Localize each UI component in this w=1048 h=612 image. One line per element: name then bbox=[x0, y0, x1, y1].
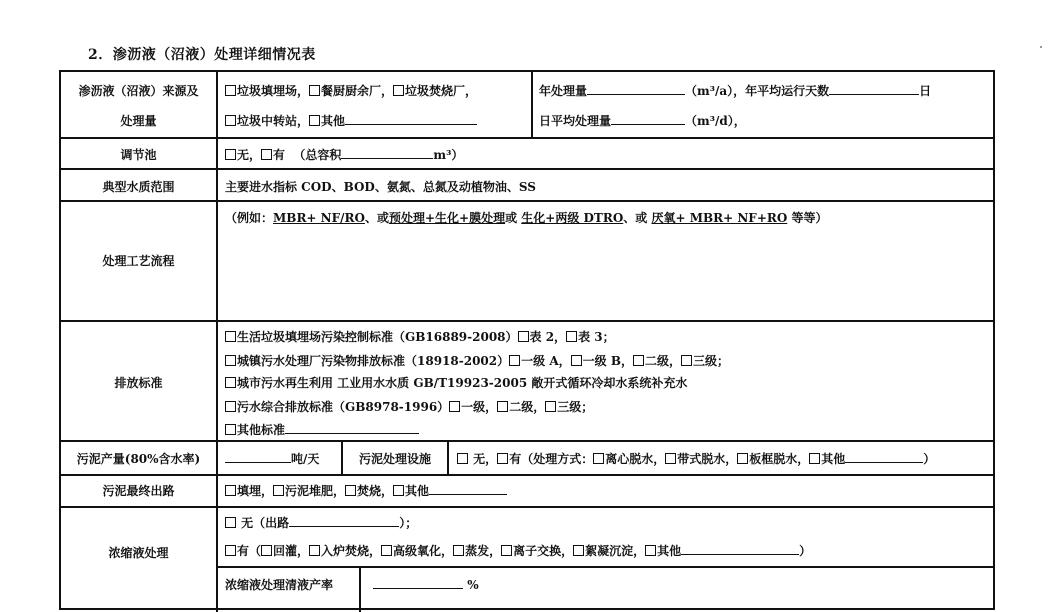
concentrate-label: 浓缩液处理 bbox=[108, 546, 169, 560]
checkbox-incineration[interactable] bbox=[393, 85, 404, 96]
form-title: 2．渗沥液（沼液）处理详细情况表 bbox=[88, 47, 316, 63]
opt-canteen: 餐厨厨余厂， bbox=[321, 84, 394, 98]
checkbox-belt[interactable] bbox=[665, 453, 676, 464]
sludge-facility-options bbox=[457, 450, 935, 467]
checkbox-tank-have[interactable] bbox=[261, 149, 272, 160]
conc-close: ） bbox=[799, 544, 812, 558]
sludge-other: 其他 bbox=[821, 452, 846, 466]
process-text: 等等） bbox=[787, 211, 828, 225]
std-table2: 表 2， bbox=[529, 330, 567, 344]
discharge-line5 bbox=[225, 421, 419, 438]
conc-floc: 絮凝沉淀， bbox=[585, 544, 646, 558]
tank-label: 调节池 bbox=[120, 148, 157, 162]
discharge-label: 排放标准 bbox=[114, 376, 163, 390]
leachate-table bbox=[59, 70, 995, 610]
tank-options bbox=[225, 146, 463, 163]
day-unit: 日 bbox=[919, 84, 932, 98]
checkbox-furnace[interactable] bbox=[309, 545, 320, 556]
conc-none: 无（出路 bbox=[237, 516, 290, 530]
daily-field[interactable] bbox=[611, 112, 685, 125]
checkbox-conc-none[interactable] bbox=[225, 517, 236, 528]
sludge-plate: 板框脱水， bbox=[749, 452, 810, 466]
source-label-2: 处理量 bbox=[120, 114, 157, 128]
std-8978-grade2: 二级， bbox=[509, 400, 546, 414]
std-table3: 表 3； bbox=[578, 330, 615, 344]
conc-none-close: ）； bbox=[399, 516, 418, 530]
tank-volume-label: （总容积 bbox=[293, 148, 342, 162]
process-text: （例如： bbox=[225, 211, 274, 225]
checkbox-grade2[interactable] bbox=[633, 355, 644, 366]
process-text: 、或 bbox=[364, 211, 389, 225]
process-ex2: 预处理+生化+膜处理 bbox=[388, 211, 506, 225]
daily-unit: （m³/d）， bbox=[685, 114, 746, 128]
final-compost: 污泥堆肥， bbox=[285, 484, 346, 498]
checkbox-other-std[interactable] bbox=[225, 424, 236, 435]
sludge-label: 污泥产量(80%含水率) bbox=[76, 452, 201, 466]
annual-label: 年处理量 bbox=[539, 84, 588, 98]
conc-furnace: 入炉焚烧， bbox=[321, 544, 382, 558]
opt-incineration: 垃圾焚烧厂， bbox=[405, 84, 478, 98]
conc-other: 其他 bbox=[657, 544, 682, 558]
concentrate-none bbox=[225, 514, 417, 531]
sludge-have: 有（处理方式： bbox=[509, 452, 594, 466]
checkbox-other-source[interactable] bbox=[309, 115, 320, 126]
opt-other-source: 其他 bbox=[321, 114, 346, 128]
conc-recirc: 回灌， bbox=[273, 544, 310, 558]
annual-volume bbox=[539, 82, 931, 99]
process-input-area[interactable] bbox=[221, 230, 989, 316]
tank-have: 有 bbox=[273, 148, 286, 162]
sludge-close: ） bbox=[923, 452, 936, 466]
other-source-field[interactable] bbox=[345, 112, 477, 125]
checkbox-sludge-other[interactable] bbox=[809, 453, 820, 464]
checkbox-8978-grade3[interactable] bbox=[545, 401, 556, 412]
checkbox-landfill[interactable] bbox=[225, 85, 236, 96]
daily-volume bbox=[539, 112, 746, 129]
checkbox-sludge-have[interactable] bbox=[497, 453, 508, 464]
daily-label: 日平均处理量 bbox=[539, 114, 612, 128]
checkbox-gb19923[interactable] bbox=[225, 377, 236, 388]
days-field[interactable] bbox=[829, 82, 919, 95]
std-gb8978: 污水综合排放标准（GB8978-1996） bbox=[237, 400, 450, 414]
conc-evap: 蒸发， bbox=[465, 544, 502, 558]
std-gb18918: 城镇污水处理厂污染物排放标准（18918-2002） bbox=[237, 354, 510, 368]
checkbox-burn[interactable] bbox=[345, 485, 356, 496]
sludge-output bbox=[225, 450, 319, 467]
sludge-unit: 吨/天 bbox=[291, 452, 320, 466]
quality-label: 典型水质范围 bbox=[102, 180, 175, 194]
checkbox-conc-have[interactable] bbox=[225, 545, 236, 556]
checkbox-floc[interactable] bbox=[573, 545, 584, 556]
sludge-facility-label: 污泥处理设施 bbox=[358, 452, 431, 466]
checkbox-tank-none[interactable] bbox=[225, 149, 236, 160]
std-8978-grade3: 三级； bbox=[557, 400, 594, 414]
checkbox-canteen[interactable] bbox=[309, 85, 320, 96]
other-std-field[interactable] bbox=[285, 421, 419, 434]
process-example bbox=[225, 209, 828, 226]
sludge-none: 无， bbox=[469, 452, 498, 466]
opt-landfill: 垃圾填埋场， bbox=[237, 84, 310, 98]
std-other: 其他标准 bbox=[237, 423, 286, 437]
annual-field[interactable] bbox=[587, 82, 685, 95]
discharge-line1 bbox=[225, 328, 615, 345]
checkbox-centrifuge[interactable] bbox=[593, 453, 604, 464]
sludge-other-field[interactable] bbox=[845, 450, 923, 463]
opt-transfer: 垃圾中转站， bbox=[237, 114, 310, 128]
checkbox-sludge-none[interactable] bbox=[457, 453, 468, 464]
checkbox-aop[interactable] bbox=[381, 545, 392, 556]
conc-rate-label: 浓缩液处理清液产率 bbox=[225, 578, 334, 592]
checkbox-gb16889[interactable] bbox=[225, 331, 236, 342]
std-gb19923: 城市污水再生利用 工业用水水质 GB/T19923-2005 敞开式循环冷却水系统补充水 bbox=[237, 376, 688, 390]
source-label-1: 渗沥液（沼液）来源及 bbox=[78, 84, 199, 98]
std-grade2: 二级， bbox=[644, 354, 681, 368]
annual-unit: （m³/a），年平均运行天数 bbox=[685, 84, 830, 98]
checkbox-conc-other[interactable] bbox=[645, 545, 656, 556]
checkbox-grade1a[interactable] bbox=[509, 355, 520, 366]
checkbox-landfill-final[interactable] bbox=[225, 485, 236, 496]
checkbox-table3[interactable] bbox=[566, 331, 577, 342]
conc-ion: 离子交换， bbox=[513, 544, 574, 558]
process-text: 或 bbox=[505, 211, 522, 225]
checkbox-gb8978[interactable] bbox=[225, 401, 236, 412]
checkbox-8978-grade2[interactable] bbox=[497, 401, 508, 412]
std-gb16889: 生活垃圾填埋场污染控制标准（GB16889-2008） bbox=[237, 330, 518, 344]
conc-other-field[interactable] bbox=[681, 542, 799, 555]
final-other-field[interactable] bbox=[429, 482, 507, 495]
checkbox-compost[interactable] bbox=[273, 485, 284, 496]
checkbox-grade1b[interactable] bbox=[571, 355, 582, 366]
conc-have: 有（ bbox=[237, 544, 262, 558]
discharge-line2 bbox=[225, 352, 729, 369]
source-options-line2 bbox=[225, 112, 477, 129]
tank-volume-field[interactable] bbox=[341, 146, 433, 159]
conc-rate-field[interactable] bbox=[373, 576, 463, 589]
checkbox-8978-grade1[interactable] bbox=[449, 401, 460, 412]
checkbox-grade3[interactable] bbox=[681, 355, 692, 366]
checkbox-plate[interactable] bbox=[737, 453, 748, 464]
final-landfill: 填埋， bbox=[237, 484, 274, 498]
conc-rate-unit: % bbox=[467, 578, 479, 592]
process-ex3: 生化+两级 DTRO bbox=[521, 211, 624, 225]
checkbox-final-other[interactable] bbox=[393, 485, 404, 496]
checkbox-table2[interactable] bbox=[518, 331, 529, 342]
checkbox-recirc[interactable] bbox=[261, 545, 272, 556]
checkbox-transfer[interactable] bbox=[225, 115, 236, 126]
concentrate-have bbox=[225, 542, 811, 559]
process-ex1: MBR+ NF/RO bbox=[273, 211, 365, 225]
std-grade1a: 一级 A， bbox=[521, 354, 571, 368]
conc-outlet-field[interactable] bbox=[289, 514, 399, 527]
final-other: 其他 bbox=[405, 484, 430, 498]
final-label: 污泥最终出路 bbox=[102, 484, 175, 498]
quality-text: 主要进水指标 COD、BOD、氨氮、总氮及动植物油、SS bbox=[225, 180, 536, 194]
std-grade3: 三级； bbox=[692, 354, 729, 368]
checkbox-evap[interactable] bbox=[453, 545, 464, 556]
discharge-line4 bbox=[225, 398, 593, 415]
checkbox-ion[interactable] bbox=[501, 545, 512, 556]
sludge-output-field[interactable] bbox=[225, 450, 291, 463]
final-burn: 焚烧， bbox=[357, 484, 394, 498]
conc-aop: 高级氧化， bbox=[393, 544, 454, 558]
discharge-line3 bbox=[225, 374, 687, 391]
checkbox-gb18918[interactable] bbox=[225, 355, 236, 366]
process-ex4: 厌氧+ MBR+ NF+RO bbox=[651, 211, 788, 225]
sludge-centrifuge: 离心脱水， bbox=[605, 452, 666, 466]
conc-rate bbox=[373, 576, 479, 592]
source-options-line1 bbox=[225, 82, 477, 99]
std-grade1b: 一级 B， bbox=[582, 354, 633, 368]
std-8978-grade1: 一级， bbox=[461, 400, 498, 414]
tank-none: 无， bbox=[237, 148, 262, 162]
final-options bbox=[225, 482, 507, 499]
sludge-belt: 带式脱水， bbox=[677, 452, 738, 466]
process-text: 、或 bbox=[623, 211, 652, 225]
tank-volume-unit: m³） bbox=[433, 148, 464, 162]
process-label: 处理工艺流程 bbox=[102, 254, 175, 268]
scan-mark bbox=[1040, 46, 1042, 48]
